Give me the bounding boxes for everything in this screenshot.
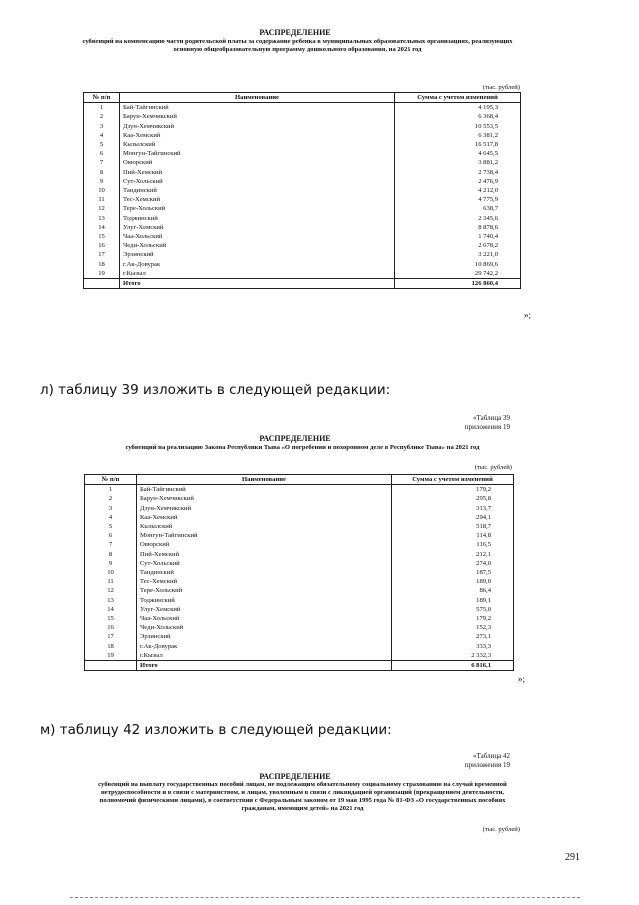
table39-corner-line2: приложения 19 (464, 423, 510, 431)
row-sum: 4 645,5 (395, 149, 521, 158)
upper-unit (420, 84, 520, 92)
row-sum: 114,8 (392, 531, 514, 540)
row-name: Улуг-Хемский (120, 223, 395, 232)
table-row (84, 122, 521, 131)
table39-unit (410, 464, 512, 472)
row-name: Чаа-Хольский (120, 232, 395, 241)
table-row (84, 260, 521, 269)
upper-table-header (84, 93, 521, 103)
row-sum: 10 553,5 (395, 122, 521, 131)
header-sum: Сумма с учетом изменений (392, 475, 514, 485)
table39-total-row (85, 661, 514, 671)
upper-table-body (84, 103, 521, 279)
row-name: Сут-Хольский (120, 177, 395, 186)
row-name: Бай-Тайгинский (120, 103, 395, 113)
table-row (84, 140, 521, 149)
row-name: Пий-Хемский (120, 168, 395, 177)
row-sum: 179,2 (392, 614, 514, 623)
row-name: Дзун-Хемчикский (137, 504, 392, 513)
row-name: Тандинский (120, 186, 395, 195)
table39-total-label: Итого (137, 661, 392, 671)
table39-subtitle (110, 444, 495, 452)
table-row (85, 623, 514, 632)
row-sum: 179,2 (392, 485, 514, 495)
upper-subtitle (80, 38, 515, 54)
row-sum: 16 517,8 (395, 140, 521, 149)
row-number: 1 (84, 103, 120, 113)
row-sum: 1 740,4 (395, 232, 521, 241)
row-number: 13 (84, 214, 120, 223)
row-sum: 3 221,0 (395, 250, 521, 259)
upper-total-value: 126 860,4 (395, 279, 521, 289)
table-row (85, 605, 514, 614)
table42-title-text: РАСПРЕДЕЛЕНИЕ (259, 772, 331, 781)
table39-header (85, 475, 514, 485)
row-sum: 2 678,2 (395, 241, 521, 250)
row-sum: 10 869,6 (395, 260, 521, 269)
upper-distribution-table (83, 92, 521, 289)
table-row (84, 232, 521, 241)
header-sum: Сумма с учетом изменений (395, 93, 521, 103)
row-number: 13 (85, 596, 137, 605)
row-sum: 2 738,4 (395, 168, 521, 177)
row-name: Тоджинский (120, 214, 395, 223)
table-row (85, 504, 514, 513)
row-sum: 189,0 (392, 577, 514, 586)
row-name: Каа-Хемский (120, 131, 395, 140)
row-number: 6 (84, 149, 120, 158)
row-number: 12 (85, 586, 137, 595)
table-row (84, 250, 521, 259)
row-number: 4 (84, 131, 120, 140)
table-row (85, 632, 514, 641)
table-row (85, 522, 514, 531)
table-row (85, 586, 514, 595)
row-number: 14 (85, 605, 137, 614)
table39-total-value: 6 816,1 (392, 661, 514, 671)
row-sum: 86,4 (392, 586, 514, 595)
row-number: 11 (85, 577, 137, 586)
table-row (84, 177, 521, 186)
table-row (84, 168, 521, 177)
row-sum: 189,1 (392, 596, 514, 605)
row-sum: 2 476,9 (395, 177, 521, 186)
row-number: 15 (84, 232, 120, 241)
row-number: 1 (85, 485, 137, 495)
table-row (84, 195, 521, 204)
row-number: 19 (84, 269, 120, 279)
table39-title (60, 434, 530, 443)
upper-unit-text: (тыс. рублей) (482, 84, 520, 91)
row-sum: 116,5 (392, 540, 514, 549)
row-number: 9 (85, 559, 137, 568)
table-row (84, 149, 521, 158)
row-number: 18 (84, 260, 120, 269)
table-row (85, 540, 514, 549)
row-name: Дзун-Хемчикский (120, 122, 395, 131)
table-row (85, 485, 514, 495)
row-sum: 6 368,4 (395, 112, 521, 121)
row-number: 9 (84, 177, 120, 186)
row-name: г.Ак-Довурак (120, 260, 395, 269)
row-name: Бай-Тайгинский (137, 485, 392, 495)
table39-unit-text: (тыс. рублей) (474, 464, 512, 471)
table-row (85, 559, 514, 568)
row-name: Монгун-Тайгинский (137, 531, 392, 540)
table-row (84, 103, 521, 113)
row-number: 14 (84, 223, 120, 232)
row-sum: 295,8 (392, 494, 514, 503)
table-row (84, 158, 521, 167)
amendment-l: л) таблицу 39 изложить в следующей редакции: (40, 382, 391, 398)
row-number: 5 (84, 140, 120, 149)
table39-title-text: РАСПРЕДЕЛЕНИЕ (259, 434, 331, 443)
row-name: Тере-Хольский (120, 204, 395, 213)
row-name: Эрзинский (120, 250, 395, 259)
table39-trail: »; (518, 674, 526, 684)
row-sum: 187,5 (392, 568, 514, 577)
row-number: 8 (84, 168, 120, 177)
row-number: 7 (84, 158, 120, 167)
table42-unit (420, 826, 520, 834)
row-sum: 638,7 (395, 204, 521, 213)
upper-trail: »; (524, 310, 532, 320)
row-name: Барун-Хемчикский (120, 112, 395, 121)
row-number: 10 (84, 186, 120, 195)
table-row (84, 112, 521, 121)
row-name: Кызылский (137, 522, 392, 531)
table-row (84, 223, 521, 232)
upper-total-label: Итого (120, 279, 395, 289)
table42-unit-text: (тыс. рублей) (482, 826, 520, 833)
row-number: 18 (85, 642, 137, 651)
row-name: Чаа-Хольский (137, 614, 392, 623)
row-number: 6 (85, 531, 137, 540)
amendment-m: м) таблицу 42 изложить в следующей редакции: (40, 722, 392, 738)
row-sum: 2 332,3 (392, 651, 514, 661)
table42-corner (400, 752, 510, 770)
table-row (84, 131, 521, 140)
row-name: Барун-Хемчикский (137, 494, 392, 503)
row-sum: 29 742,2 (395, 269, 521, 279)
table39-subtitle-text: субвенций на реализацию Закона Республики Тыва «О погребении и похоронном деле в Республике Тыва» на 2021 год (125, 444, 480, 451)
page-number: 291 (565, 852, 580, 863)
row-sum: 8 878,6 (395, 223, 521, 232)
header-name: Наименование (120, 93, 395, 103)
table39-corner-line1: «Таблица 39 (473, 414, 510, 422)
table-row (85, 513, 514, 522)
upper-title (60, 28, 530, 37)
table-row (85, 531, 514, 540)
table42-subtitle-text: субвенций на выплату государственных пособий лицам, не подлежащим обязательному социальному страхованию на случай временной нетрудоспособности и в связи с материнством, и лицам, уволенным в связи с ликвидацией организаций (прекращением деятельности, полномочий физическими лицами), в соответствии с Федеральным законом от 19 мая 1995 года № 81-ФЗ «О государственных пособиях гражданам, имеющим детей» на 2021 год (98, 781, 507, 812)
row-name: Тандинский (137, 568, 392, 577)
row-name: г.Кызыл (137, 651, 392, 661)
table39-distribution-table (84, 474, 514, 671)
row-name: Чеди-Хольский (120, 241, 395, 250)
table39-corner (400, 414, 510, 432)
row-number: 5 (85, 522, 137, 531)
row-number: 2 (85, 494, 137, 503)
row-sum: 4 775,9 (395, 195, 521, 204)
row-number: 17 (85, 632, 137, 641)
row-name: г.Кызыл (120, 269, 395, 279)
row-sum: 3 881,2 (395, 158, 521, 167)
header-num: № п/п (85, 475, 137, 485)
row-name: Тес-Хемский (120, 195, 395, 204)
row-sum: 273,1 (392, 632, 514, 641)
upper-title-text: РАСПРЕДЕЛЕНИЕ (259, 28, 331, 37)
table-row (85, 596, 514, 605)
row-number: 16 (85, 623, 137, 632)
row-number: 15 (85, 614, 137, 623)
row-name: Пий-Хемский (137, 550, 392, 559)
table-row (85, 494, 514, 503)
row-sum: 6 381,2 (395, 131, 521, 140)
table-row (84, 269, 521, 279)
table42-subtitle (90, 781, 515, 813)
row-number: 8 (85, 550, 137, 559)
header-num: № п/п (84, 93, 120, 103)
table-row (84, 241, 521, 250)
table42-corner-line2: приложения 19 (464, 761, 510, 769)
row-name: Тоджинский (137, 596, 392, 605)
row-number: 11 (84, 195, 120, 204)
table-row (85, 550, 514, 559)
table39 (84, 474, 514, 671)
row-number: 2 (84, 112, 120, 121)
row-sum: 294,1 (392, 513, 514, 522)
row-name: Сут-Хольский (137, 559, 392, 568)
table42-corner-line1: «Таблица 42 (473, 752, 510, 760)
row-name: Каа-Хемский (137, 513, 392, 522)
table-row (85, 577, 514, 586)
row-number: 17 (84, 250, 120, 259)
row-number: 12 (84, 204, 120, 213)
row-name: Овюрский (120, 158, 395, 167)
row-name: Улуг-Хемский (137, 605, 392, 614)
row-number: 10 (85, 568, 137, 577)
row-name: Эрзинский (137, 632, 392, 641)
row-sum: 212,1 (392, 550, 514, 559)
table-row (84, 214, 521, 223)
row-sum: 313,7 (392, 504, 514, 513)
row-number: 3 (84, 122, 120, 131)
row-sum: 4 212,0 (395, 186, 521, 195)
row-sum: 575,0 (392, 605, 514, 614)
row-number: 19 (85, 651, 137, 661)
row-sum: 4 195,3 (395, 103, 521, 113)
table39-body (85, 485, 514, 661)
row-sum: 274,0 (392, 559, 514, 568)
row-sum: 333,3 (392, 642, 514, 651)
table-row (84, 204, 521, 213)
row-number: 16 (84, 241, 120, 250)
table-row (85, 614, 514, 623)
row-number: 7 (85, 540, 137, 549)
row-name: Овюрский (137, 540, 392, 549)
upper-subtitle-text: субвенций на компенсацию части родительской платы за содержание ребенка в муниципальных образовательных организациях, реализующих основную общеобразовательную программу дошкольного образования, на 2021 год (82, 38, 513, 53)
table-row (85, 642, 514, 651)
row-number: 3 (85, 504, 137, 513)
table-row (85, 651, 514, 661)
row-name: Кызылский (120, 140, 395, 149)
row-name: Чеди-Хольский (137, 623, 392, 632)
row-sum: 2 345,6 (395, 214, 521, 223)
table-row (84, 186, 521, 195)
row-number: 4 (85, 513, 137, 522)
table42-title (60, 772, 530, 781)
row-sum: 518,7 (392, 522, 514, 531)
row-name: г.Ак-Довурак (137, 642, 392, 651)
row-name: Тес-Хемский (137, 577, 392, 586)
footer-divider (70, 897, 580, 898)
row-name: Тере-Хольский (137, 586, 392, 595)
row-sum: 152,3 (392, 623, 514, 632)
row-name: Монгун-Тайгинский (120, 149, 395, 158)
table-row (85, 568, 514, 577)
upper-table (83, 92, 521, 289)
upper-total-row (84, 279, 521, 289)
header-name: Наименование (137, 475, 392, 485)
